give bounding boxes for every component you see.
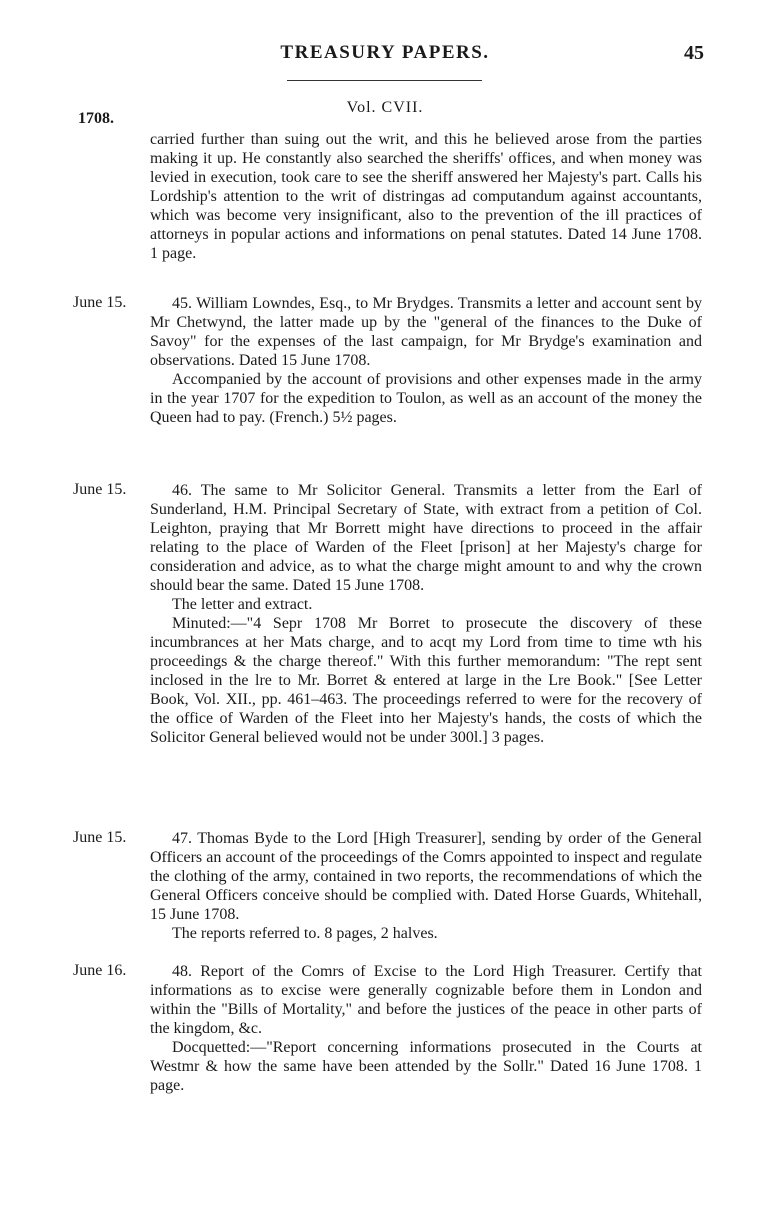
volume-label: Vol. CVII. [346, 99, 424, 116]
entry-47 [150, 829, 702, 943]
entry-date: June 15. [73, 829, 127, 846]
entry-text: 46. The same to Mr Solicitor General. Transmits a letter from the Earl of Sunderland, H.M. Principal Secretary of State, with extract from a petition of Col. Leighton, praying that Mr Borrett might have directions to proceed in the affair relating to the place of Warden of the Fleet [prison] at her Majesty's charge for consideration and advice, as to what the charge might amount to and why the crown should bear the same. Dated 15 June 1708. [150, 482, 702, 594]
entry-text: 47. Thomas Byde to the Lord [High Treasurer], sending by order of the General Officers an account of the proceedings of the Comrs appointed to inspect and regulate the clothing of the army, contained in two reports, the recommendations of which the General Officers conceive should be complied with. Dated Horse Guards, Whitehall, 15 June 1708. [150, 830, 702, 923]
entry-note: The letter and extract. [172, 596, 313, 613]
entry-minute: Minuted:—"4 Sepr 1708 Mr Borret to prosecute the discovery of these incumbrances at her Mats charge, and to acqt my Lord from time to time wth his proceedings & the charge thereof." With this further memorandum: "The rept sent inclosed in the lre to Mr. Borret & entered at large in the Lre Book." [See Letter Book, Vol. XII., pp. 461–463. The proceedings referred to were for the recovery of the office of Warden of the Fleet into her Majesty's hands, the costs of which the Solicitor General believed would not be under 300l.] 3 pages. [150, 615, 702, 746]
entry-text: 45. William Lowndes, Esq., to Mr Brydges. Transmits a letter and account sent by Mr Chetwynd, the latter made up by the "general of the finances to the Duke of Savoy" for the expenses of the last campaign, for Mr Brydge's examination and observations. Dated 15 June 1708. [150, 295, 702, 369]
entry-note: Docquetted:—"Report concerning informations prosecuted in the Courts at Westmr & how the same have been attended by the Sollr." Dated 16 June 1708. 1 page. [150, 1039, 702, 1094]
entry-note: Accompanied by the account of provisions and other expenses made in the army in the year 1707 for the expedition to Toulon, as well as an account of the money the Queen had to pay. (French.) 5½ pages. [150, 371, 702, 426]
page-header-title: TREASURY PAPERS. [280, 42, 490, 63]
entry-45 [150, 294, 702, 427]
entry-text: 48. Report of the Comrs of Excise to the Lord High Treasurer. Certify that informations as to excise were generally cognizable before them in London and within the "Bills of Mortality," and before the justices of the peace in other parts of the kingdom, &c. [150, 963, 702, 1037]
year-label: 1708. [78, 110, 114, 127]
page-number: 45 [684, 42, 704, 64]
entry-date: June 15. [73, 481, 127, 498]
entry-continuation [150, 130, 702, 263]
entry-date: June 15. [73, 294, 127, 311]
header-rule [287, 80, 482, 81]
entry-date: June 16. [73, 962, 127, 979]
entry-48 [150, 962, 702, 1095]
entry-note: The reports referred to. 8 pages, 2 halves. [172, 925, 438, 942]
entry-text: carried further than suing out the writ, and this he believed arose from the parties making it up. He constantly also searched the sheriffs' offices, and when money was levied in execution, took care to see the sheriff answered her Majesty's part. Calls his Lordship's attention to the writ of distringas ad computandum against accountants, which was become very insignificant, also to the prevention of the ill practices of attorneys in popular actions and informations on penal statutes. Dated 14 June 1708. 1 page. [150, 131, 702, 262]
entry-46 [150, 481, 702, 747]
